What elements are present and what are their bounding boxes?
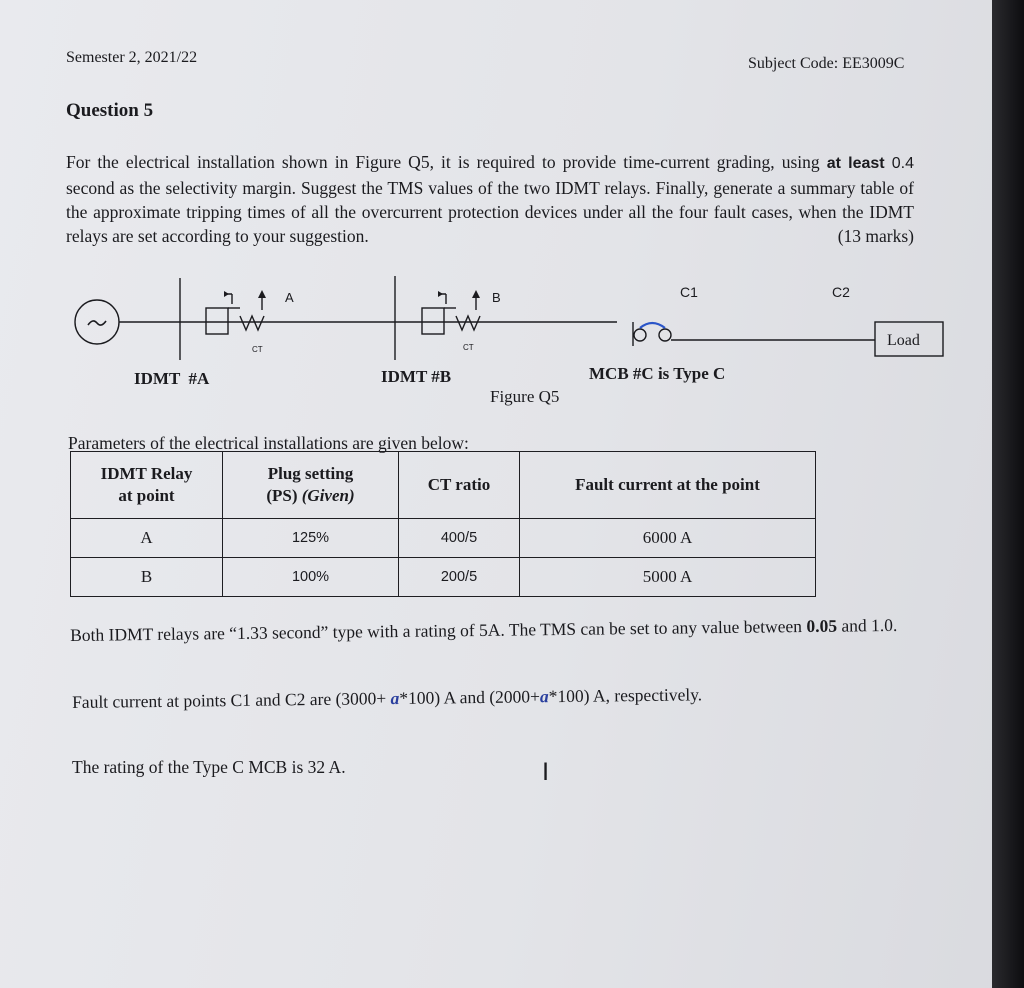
figure-caption: Figure Q5 bbox=[490, 387, 560, 406]
header-plug-setting bbox=[223, 452, 399, 519]
ct-coil-a bbox=[240, 316, 264, 330]
header-ps-given: (Given) bbox=[301, 486, 355, 505]
mcb-rating-note: The rating of the Type C MCB is 32 A. bbox=[72, 757, 346, 777]
fault-c-note bbox=[72, 684, 702, 713]
table-row bbox=[71, 519, 816, 558]
fault-c-text-1: Fault current at points C1 and C2 are (3000+ bbox=[72, 688, 391, 712]
mcb-contact-1 bbox=[634, 329, 646, 341]
question-marks: (13 marks) bbox=[837, 226, 914, 246]
question-text-3: second as the selectivity margin. Suggest the TMS values of the two IDMT relays. Finally, generate a summary table of the approximate tripping times of all the overcurrent protection devices under all the four fault cases, when the IDMT relays are set according to your suggestion. bbox=[66, 178, 914, 246]
cell-point: B bbox=[71, 558, 223, 597]
figure-q5 bbox=[0, 0, 990, 420]
fault-c-text-2: *100) A and (2000+ bbox=[399, 686, 541, 709]
semester-label: Semester 2, 2021/22 bbox=[66, 49, 198, 66]
idmt-a-label: IDMT #A bbox=[134, 369, 210, 388]
header-relay-line1: IDMT Relay bbox=[100, 464, 193, 483]
table-header-row bbox=[71, 452, 816, 519]
params-intro: Parameters of the electrical installations are given below: bbox=[68, 433, 469, 453]
variable-a-2: a bbox=[539, 686, 549, 707]
cell-ct-ratio: 400/5 bbox=[399, 519, 520, 558]
relay-type-note bbox=[70, 611, 940, 648]
question-text-1: For the electrical installation shown in Figure Q5, it is required to provide time-current grading, using bbox=[66, 152, 820, 172]
question-title: Question 5 bbox=[66, 100, 154, 121]
cell-fault-current: 6000 A bbox=[520, 519, 816, 558]
cell-plug-setting: 125% bbox=[223, 519, 399, 558]
cell-fault-current: 5000 A bbox=[520, 558, 816, 597]
header-ps-line2: (PS) bbox=[266, 486, 302, 505]
table-row bbox=[71, 558, 816, 597]
screen-edge bbox=[992, 0, 1024, 988]
mcb-label: MCB #C is Type C bbox=[589, 364, 726, 383]
cell-ct-ratio: 200/5 bbox=[399, 558, 520, 597]
point-b-label: B bbox=[492, 290, 501, 305]
ct-a-label: CT bbox=[252, 345, 263, 354]
text-cursor-icon: I bbox=[542, 758, 550, 786]
source-symbol bbox=[88, 321, 106, 325]
subject-code: Subject Code: EE3009C bbox=[748, 55, 905, 72]
point-a-label: A bbox=[285, 290, 294, 305]
ct-box-a bbox=[206, 308, 228, 334]
variable-a-1: a bbox=[390, 688, 400, 709]
params-table bbox=[70, 451, 816, 597]
cell-point: A bbox=[71, 519, 223, 558]
header-ps-line1: Plug setting bbox=[267, 464, 354, 483]
relay-type-min: 0.05 bbox=[806, 615, 838, 637]
question-margin-value: 0.4 bbox=[884, 155, 915, 172]
header-relay-line2: at point bbox=[118, 486, 175, 505]
relay-type-text: Both IDMT relays are “1.33 second” type with a rating of 5A. The TMS can be set to any value between bbox=[70, 616, 807, 645]
mcb-contact-2 bbox=[659, 329, 671, 341]
fault-c-text-3: *100) A, respectively. bbox=[548, 684, 703, 707]
idmt-b-label: IDMT #B bbox=[381, 367, 452, 386]
header-relay bbox=[71, 452, 223, 519]
ct-coil-b bbox=[456, 316, 480, 330]
cell-plug-setting: 100% bbox=[223, 558, 399, 597]
relay-type-text-end: and 1.0. bbox=[836, 614, 898, 636]
ct-b-label: CT bbox=[463, 343, 474, 352]
question-text-bold: at least bbox=[826, 155, 885, 172]
header-ct-ratio: CT ratio bbox=[399, 452, 520, 519]
ct-box-b bbox=[422, 308, 444, 334]
point-c1-label: C1 bbox=[680, 284, 698, 300]
load-label: Load bbox=[887, 332, 920, 349]
mcb-arc bbox=[640, 323, 665, 328]
point-c2-label: C2 bbox=[832, 284, 850, 300]
header-fault-current: Fault current at the point bbox=[520, 452, 816, 519]
